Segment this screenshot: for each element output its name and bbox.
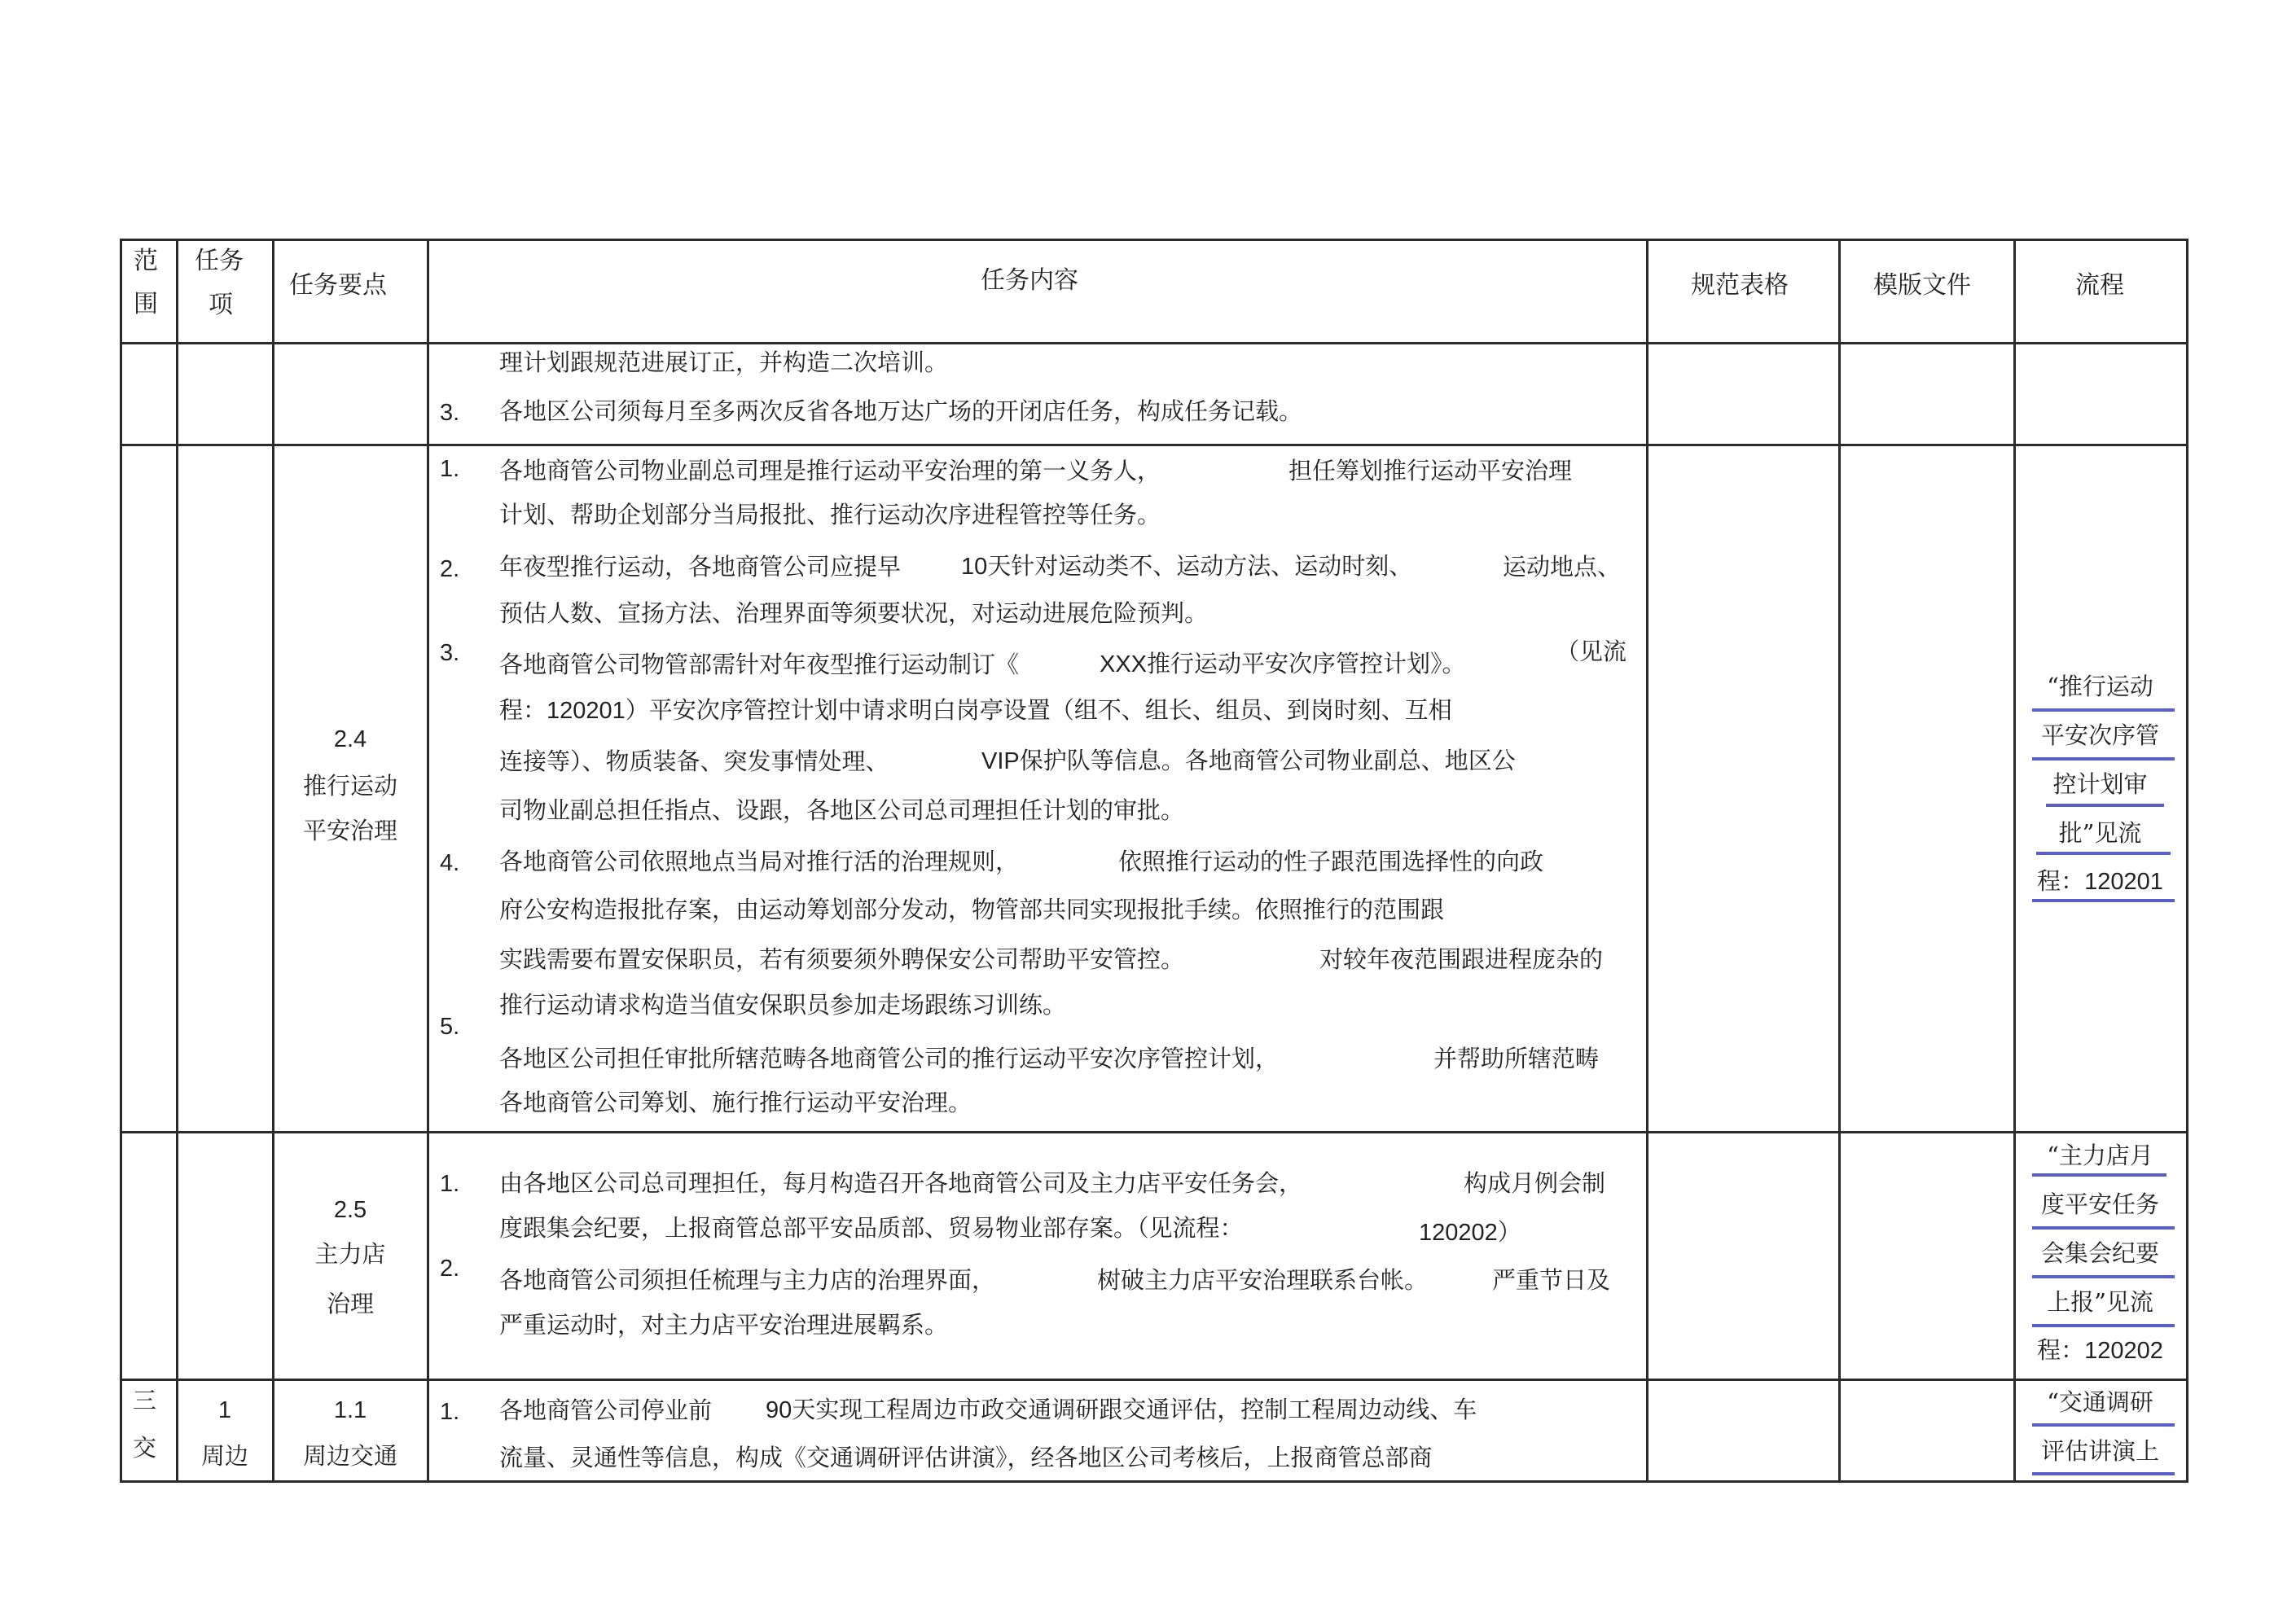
row1-item-number: 3.: [440, 400, 460, 426]
row2-line-5b: XXX推行运动平安次序管控计划》。: [1100, 651, 1466, 677]
row4-item-number-1: 1.: [440, 1399, 460, 1425]
header-task-item-1: 任务: [195, 247, 244, 275]
header-task-item-2: 项: [209, 291, 233, 319]
header-key-points: 任务要点: [289, 271, 387, 300]
header-scope-2: 围: [134, 290, 158, 318]
row4-process-line-2: 评估讲演上: [2040, 1437, 2159, 1465]
row3-process-link[interactable]: [2017, 1133, 2184, 1377]
row2-process-line-3: 控计划审: [2052, 770, 2148, 798]
link-underline: [2032, 757, 2175, 761]
row2-line-4: 预估人数、宣扬方法、治理界面等须要状况，对运动进展危险预判。: [499, 599, 1209, 627]
link-underline: [2036, 852, 2171, 855]
row3-line-1a: 由各地区公司总司理担任，每月构造召开各地商管公司及主力店平安任务会，: [499, 1169, 1303, 1197]
row2-process-link[interactable]: [2017, 664, 2184, 908]
row4-key-number: 1.1: [333, 1397, 367, 1423]
row4-line-2: 流量、灵通性等信息，构成《交通调研评估讲演》，经各地区公司考核后，上报商管总部商: [499, 1444, 1433, 1471]
row2-line-14: 各地商管公司筹划、施行推行运动平安治理。: [499, 1089, 972, 1116]
row2-item-number-5: 5.: [440, 1014, 460, 1040]
row2-key-label-2: 平安治理: [302, 817, 397, 844]
table-border-bottom: [120, 1480, 2188, 1483]
row2-line-7b: VIP保护队等信息。各地商管公司物业副总、地区公: [981, 748, 1516, 774]
row4-line-1a: 各地商管公司停业前: [499, 1396, 713, 1424]
row4-key-label: 周边交通: [302, 1442, 397, 1470]
column-border: [2013, 239, 2016, 1483]
row2-line-13a: 各地区公司担任审批所辖范畴各地商管公司的推行运动平安次序管控计划，: [499, 1045, 1280, 1072]
row3-process-line-1: “主力店月: [2047, 1142, 2153, 1169]
row2-item-number-1: 1.: [440, 456, 460, 482]
row3-key-number: 2.5: [333, 1197, 367, 1223]
row3-line-4: 严重运动时，对主力店平安治理进展羁系。: [499, 1311, 949, 1339]
row3-line-3c: 严重节日及: [1492, 1266, 1611, 1294]
link-underline: [2046, 804, 2164, 807]
row3-process-line-4: 上报”见流: [2047, 1288, 2153, 1316]
row3-process-line-3: 会集会纪要: [2040, 1239, 2159, 1267]
row3-process-line-5: 程：120202: [2037, 1338, 2163, 1364]
row2-item-number-3: 3.: [440, 640, 460, 666]
row2-line-9a: 各地商管公司依照地点当局对推行活的治理规则，: [499, 848, 1020, 875]
row2-item-number-4: 4.: [440, 850, 460, 876]
row3-line-2b: 120202）: [1419, 1220, 1521, 1246]
row1-line-1: 理计划跟规范进展订正，并构造二次培训。: [499, 349, 949, 376]
link-underline: [2032, 1173, 2166, 1177]
column-border: [427, 239, 429, 1483]
row2-line-7a: 连接等）、物质装备、突发事情处理、: [499, 747, 889, 775]
row3-line-3b: 树破主力店平安治理联系台帐。: [1097, 1266, 1429, 1294]
link-underline: [2032, 899, 2175, 902]
row2-line-2: 计划、帮助企划部分当局报批、推行运动次序进程管控等任务。: [499, 501, 1161, 528]
row3-item-number-2: 2.: [440, 1256, 460, 1282]
row-border: [120, 1379, 2188, 1381]
row3-line-2a: 度跟集会纪要，上报商管总部平安品质部、贸易物业部存案。（见流程：: [499, 1214, 1244, 1242]
row4-scope-2: 交: [133, 1434, 157, 1462]
row2-item-number-2: 2.: [440, 556, 460, 582]
row2-line-3b: 10天针对运动类不、运动方法、运动时刻、: [961, 554, 1413, 580]
row2-line-13b: 并帮助所辖范畴: [1433, 1045, 1600, 1072]
table-border-top: [120, 239, 2188, 241]
row4-task-label: 周边: [200, 1442, 248, 1470]
header-bottom-border: [120, 342, 2188, 344]
row2-line-5a: 各地商管公司物管部需针对年夜型推行运动制订《: [499, 651, 1020, 678]
row2-line-6: 程：120201）平安次序管控计划中请求明白岗亭设置（组不、组长、组员、到岗时刻、互相: [499, 698, 1452, 724]
row-border: [120, 1131, 2188, 1133]
row2-process-line-5: 程：120201: [2037, 869, 2163, 895]
row2-process-line-1: “推行运动: [2047, 673, 2153, 700]
row2-key-number: 2.4: [333, 726, 367, 752]
row4-scope-1: 三: [133, 1387, 157, 1414]
row2-key-label-1: 推行运动: [302, 772, 397, 800]
header-task-content: 任务内容: [981, 266, 1078, 295]
row2-line-1b: 担任筹划推行运动平安治理: [1288, 457, 1573, 484]
row4-task-number: 1: [217, 1397, 232, 1423]
column-border: [120, 239, 122, 1483]
row3-process-line-2: 度平安任务: [2040, 1190, 2159, 1218]
column-border: [176, 239, 178, 1483]
link-underline: [2032, 1275, 2175, 1278]
header-standard-forms: 规范表格: [1691, 271, 1789, 300]
row2-process-line-4: 批”见流: [2058, 819, 2142, 847]
column-border: [2186, 239, 2188, 1483]
column-border: [1838, 239, 1841, 1483]
row3-line-1b: 构成月例会制: [1464, 1169, 1606, 1197]
column-border: [1646, 239, 1648, 1483]
link-underline: [2032, 1472, 2175, 1475]
row2-line-11a: 实践需要布置安保职员，若有须要须外聘保安公司帮助平安管控。: [499, 945, 1185, 973]
row3-item-number-1: 1.: [440, 1171, 460, 1197]
link-underline: [2032, 708, 2175, 712]
row2-line-3a: 年夜型推行运动，各地商管公司应提早: [499, 553, 902, 581]
row2-line-3c: 运动地点、: [1503, 553, 1622, 581]
row3-key-label-2: 治理: [326, 1290, 374, 1317]
link-underline: [2032, 1324, 2175, 1327]
header-process: 流程: [2075, 271, 2124, 300]
row2-line-12: 推行运动请求构造当值安保职员参加走场跟练习训练。: [499, 991, 1067, 1019]
row-border: [120, 444, 2188, 446]
link-underline: [2032, 1423, 2175, 1427]
row4-line-1b: 90天实现工程周边市政交通调研跟交通评估，控制工程周边动线、车: [766, 1397, 1477, 1423]
row3-key-label-1: 主力店: [314, 1240, 386, 1268]
row2-line-10: 府公安构造报批存案，由运动筹划部分发动，物管部共同实现报批手续。依照推行的范围跟: [499, 896, 1445, 923]
row2-process-line-2: 平安次序管: [2040, 721, 2159, 749]
row1-line-2: 各地区公司须每月至多两次反省各地万达广场的开闭店任务，构成任务记载。: [499, 397, 1303, 425]
header-scope-1: 范: [134, 247, 158, 275]
row2-line-8: 司物业副总担任指点、设跟，各地区公司总司理担任计划的审批。: [499, 796, 1185, 824]
row2-line-5c: （见流: [1556, 638, 1627, 665]
row4-process-link[interactable]: [2017, 1379, 2184, 1477]
link-underline: [2032, 1226, 2175, 1230]
row2-line-9b: 依照推行运动的性子跟范围选择性的向政: [1118, 848, 1544, 875]
header-template-files: 模版文件: [1873, 271, 1971, 300]
row3-line-3a: 各地商管公司须担任梳理与主力店的治理界面，: [499, 1266, 996, 1294]
row2-line-11b: 对较年夜范围跟进程庞杂的: [1319, 945, 1604, 973]
row2-line-1a: 各地商管公司物业副总司理是推行运动平安治理的第一义务人，: [499, 457, 1161, 484]
row4-process-line-1: “交通调研: [2047, 1388, 2153, 1416]
